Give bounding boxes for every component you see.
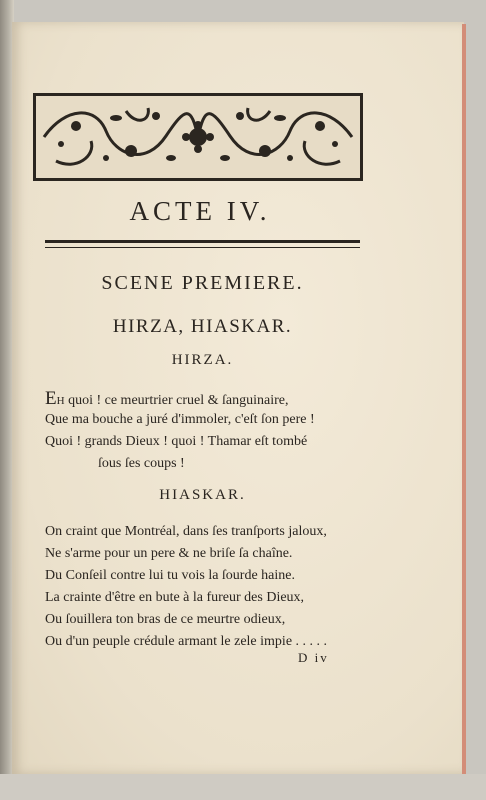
background-strip xyxy=(0,774,486,800)
speaker-name: HIASKAR. xyxy=(159,487,246,503)
page-edge xyxy=(462,24,466,774)
verse-text: ce meurtrier cruel & ſanguinaire, xyxy=(104,393,289,408)
drop-cap: E xyxy=(45,388,57,409)
verse-line: Du Conſeil contre lui tu vois la ſourde haine. xyxy=(45,568,296,583)
verse-line: Ou ſouillera ton bras de ce meurtre odieux, xyxy=(45,612,286,627)
verse-line-continuation: ſous ſes coups ! xyxy=(98,456,185,471)
scene-title: SCENE PREMIERE. xyxy=(101,272,304,294)
verse-line: Quoi ! grands Dieux ! quoi ! Thamar eſt tombé xyxy=(45,434,308,449)
act-title: ACTE IV. xyxy=(129,196,271,226)
verse-line: Ou d'un peuple crédule armant le zele impie . . . . . xyxy=(45,634,328,649)
double-rule-thick xyxy=(45,240,360,243)
decorative-headpiece xyxy=(33,93,363,181)
verse-line: Que ma bouche a juré d'immoler, c'eſt ſon pere ! xyxy=(45,412,315,427)
small-caps-text: H xyxy=(56,395,65,407)
verse-line: Ne s'arme pour un pere & ne briſe ſa chaîne. xyxy=(45,546,293,561)
verse-line xyxy=(45,388,288,410)
signature-mark: D iv xyxy=(298,650,329,665)
speaker-name: HIRZA. xyxy=(171,352,234,368)
character-list: HIRZA, HIASKAR. xyxy=(112,316,293,337)
verse-line: On craint que Montréal, dans ſes tranſports jaloux, xyxy=(45,524,327,539)
double-rule-thin xyxy=(45,247,360,248)
floral-ornament-icon xyxy=(36,96,360,178)
verse-line: La crainte d'être en bute à la fureur des Dieux, xyxy=(45,590,305,605)
opening-words: quoi ! xyxy=(64,393,102,408)
